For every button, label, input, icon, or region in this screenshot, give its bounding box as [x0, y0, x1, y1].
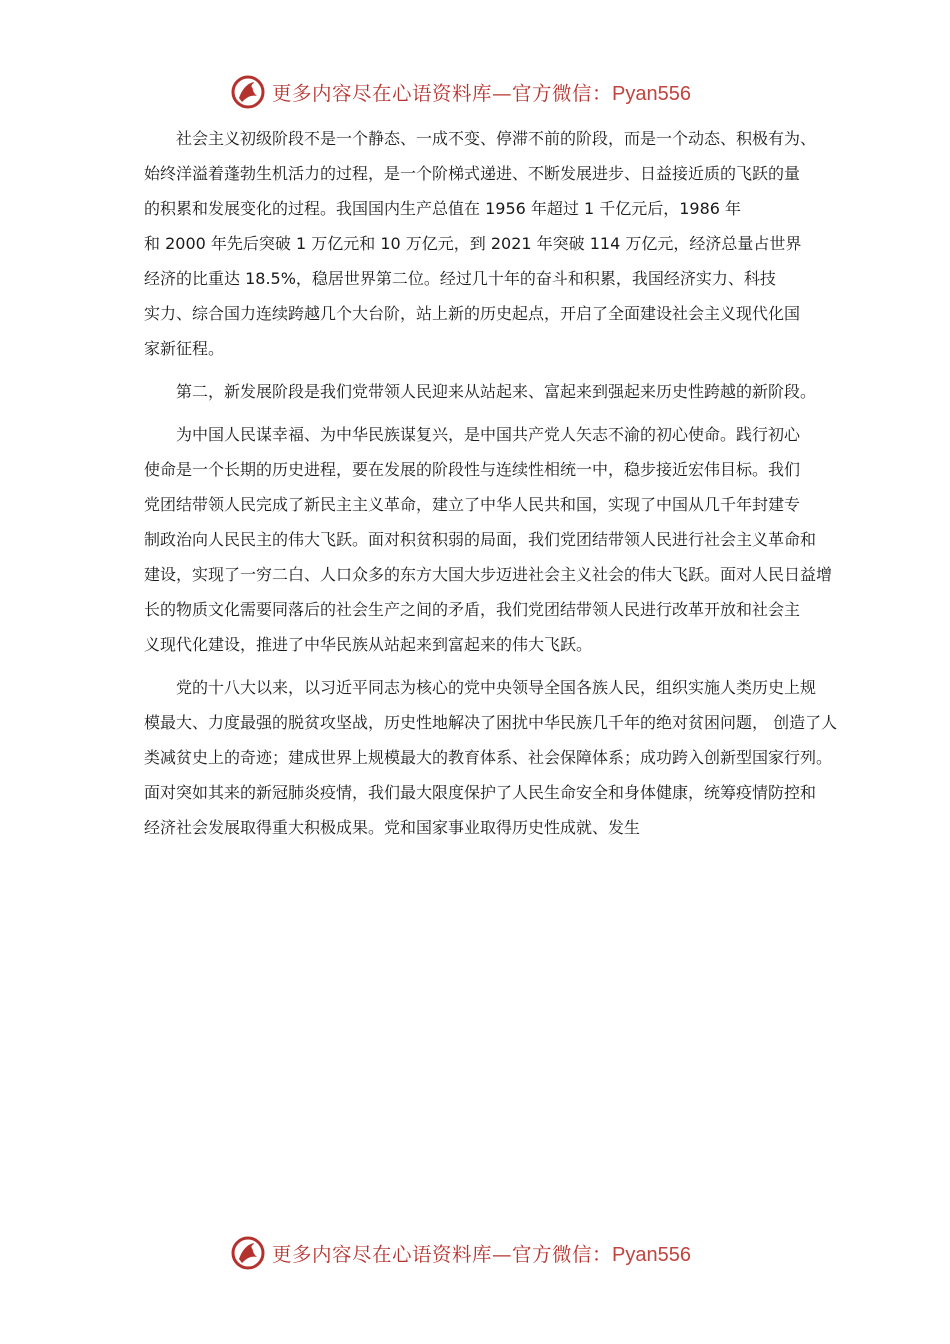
paragraph-1 — [144, 121, 817, 366]
text-line: 和 2000 年先后突破 1 万亿元和 10 万亿元，到 2021 年突破 114 万亿元，经济总量占世界 — [144, 234, 802, 253]
text-line: 长的物质文化需要同落后的社会生产之间的矛盾，我们党团结带领人民进行改革开放和社会主 — [144, 600, 801, 619]
text-line: 党团结带领人民完成了新民主主义革命，建立了中华人民共和国，实现了中国从几千年封建专 — [144, 495, 801, 514]
paragraph-3 — [144, 417, 833, 662]
text-line: 面对突如其来的新冠肺炎疫情，我们最大限度保护了人民生命安全和身体健康，统筹疫情防控和 — [144, 783, 817, 802]
text-line: 为中国人民谋幸福、为中华民族谋复兴，是中国共产党人矢志不渝的初心使命。践行初心 — [176, 425, 801, 444]
text-line: 使命是一个长期的历史进程，要在发展的阶段性与连续性相统一中，稳步接近宏伟目标。我们 — [144, 460, 801, 479]
header-watermark — [230, 72, 750, 112]
text-line: 类减贫史上的奇迹；建成世界上规模最大的教育体系、社会保障体系；成功跨入创新型国家行列。 — [144, 748, 833, 767]
text-line: 实力、综合国力连续跨越几个大台阶，站上新的历史起点，开启了全面建设社会主义现代化国 — [144, 304, 801, 323]
paragraph-4 — [144, 670, 838, 845]
text-line: 义现代化建设，推进了中华民族从站起来到富起来的伟大飞跃。 — [144, 635, 593, 654]
text-line: 经济的比重达 18.5%，稳居世界第二位。经过几十年的奋斗和积累，我国经济实力、科技 — [144, 269, 776, 288]
red-seal-icon — [230, 74, 266, 110]
text-line: 始终洋溢着蓬勃生机活力的过程，是一个阶梯式递进、不断发展进步、日益接近质的飞跃的量 — [144, 164, 801, 183]
text-line: 党的十八大以来，以习近平同志为核心的党中央领导全国各族人民，组织实施人类历史上规 — [176, 678, 817, 697]
text-line: 第二，新发展阶段是我们党带领人民迎来从站起来、富起来到强起来历史性跨越的新阶段。 — [176, 382, 817, 401]
text-line: 模最大、力度最强的脱贫攻坚战，历史性地解决了困扰中华民族几千年的绝对贫困问题， 创造了人 — [144, 713, 838, 732]
text-line: 的积累和发展变化的过程。我国国内生产总值在 1956 年超过 1 千亿元后，1986 年 — [144, 199, 742, 218]
text-line: 制政治向人民民主的伟大飞跃。面对积贫积弱的局面，我们党团结带领人民进行社会主义革命和 — [144, 530, 817, 549]
footer-watermark — [230, 1233, 750, 1273]
watermark-text: 更多内容尽在心语资料库—官方微信：Pyan556 — [272, 1243, 691, 1266]
text-line: 家新征程。 — [144, 339, 225, 358]
paragraph-2 — [144, 374, 817, 409]
red-seal-icon — [230, 1235, 266, 1271]
text-line: 社会主义初级阶段不是一个静态、一成不变、停滞不前的阶段，而是一个动态、积极有为、 — [176, 129, 817, 148]
text-line: 经济社会发展取得重大积极成果。党和国家事业取得历史性成就、发生 — [144, 818, 641, 837]
document-body — [144, 121, 838, 845]
text-line: 建设，实现了一穷二白、人口众多的东方大国大步迈进社会主义社会的伟大飞跃。面对人民日益增 — [144, 565, 833, 584]
watermark-text: 更多内容尽在心语资料库—官方微信：Pyan556 — [272, 82, 691, 105]
wechat-id: Pyan556 — [612, 83, 691, 105]
wechat-id: Pyan556 — [612, 1244, 691, 1266]
